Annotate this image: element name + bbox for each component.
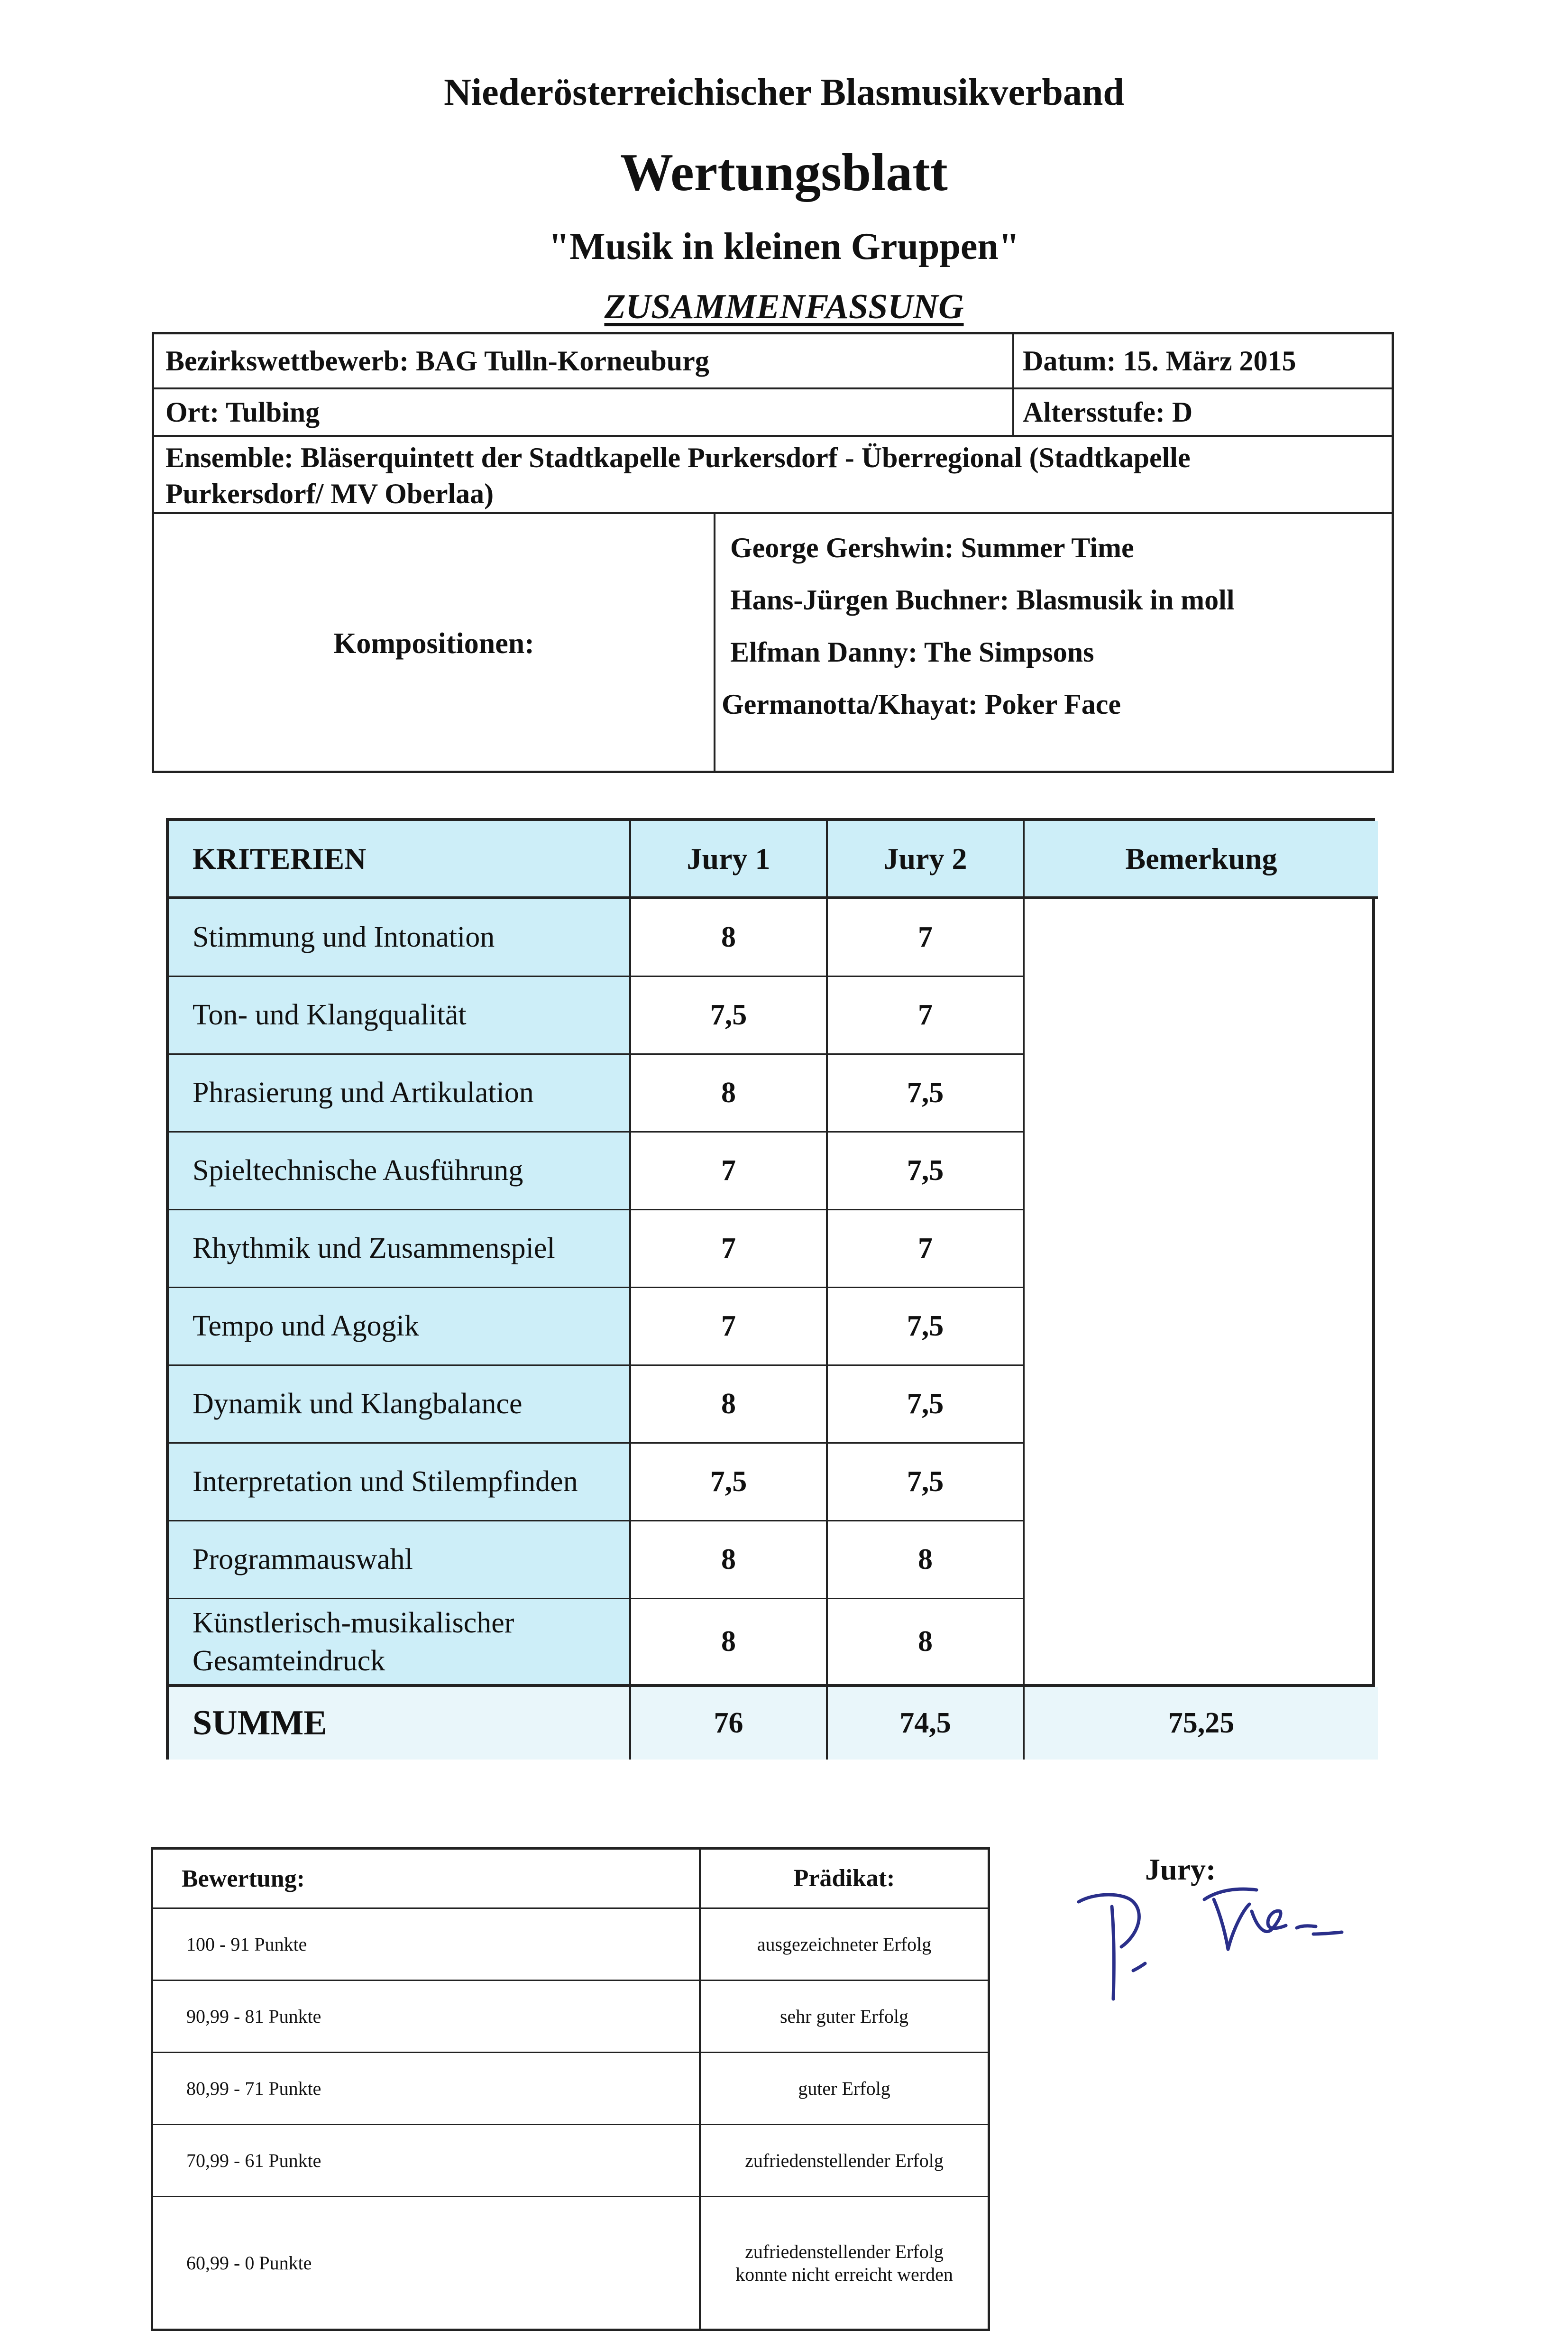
header-jury1: Jury 1 bbox=[631, 821, 828, 899]
compositions-list bbox=[722, 522, 1385, 730]
document-title: Wertungsblatt bbox=[620, 143, 948, 202]
grading-row bbox=[153, 2053, 988, 2125]
jury1-score: 7 bbox=[631, 1133, 828, 1210]
jury1-score: 8 bbox=[631, 1366, 828, 1444]
grading-rating-line: konnte nicht erreicht werden bbox=[735, 2263, 953, 2285]
criterion-cell: Interpretation und Stilempfinden bbox=[169, 1444, 631, 1521]
grading-rating-line: zufriedenstellender Erfolg bbox=[745, 2240, 944, 2262]
grading-row bbox=[153, 2197, 988, 2329]
header-remark: Bemerkung bbox=[1025, 821, 1378, 899]
criterion-cell: Programmauswahl bbox=[169, 1521, 631, 1599]
grading-header-row bbox=[153, 1850, 988, 1909]
composition-item: George Gershwin: Summer Time bbox=[730, 532, 1134, 563]
criterion-cell: Rhythmik und Zusammenspiel bbox=[169, 1210, 631, 1288]
composition-item: Germanotta/Khayat: Poker Face bbox=[722, 689, 1121, 720]
sum-row bbox=[169, 1687, 1372, 1760]
divider bbox=[154, 435, 1392, 437]
sum-jury2: 74,5 bbox=[828, 1687, 1025, 1760]
date-field: Datum: 15. März 2015 bbox=[1023, 345, 1296, 377]
grading-rating: zufriedenstellender Erfolg bbox=[745, 2149, 944, 2171]
table-row bbox=[169, 1210, 1372, 1288]
location-field: Ort: Tulbing bbox=[165, 396, 320, 428]
grading-rating: sehr guter Erfolg bbox=[779, 2005, 908, 2027]
table-row bbox=[169, 1521, 1372, 1599]
jury2-score: 7,5 bbox=[828, 1288, 1025, 1366]
table-row bbox=[169, 1055, 1372, 1133]
table-row bbox=[169, 977, 1372, 1055]
table-row bbox=[169, 1366, 1372, 1444]
table-row bbox=[169, 1288, 1372, 1366]
table-row bbox=[169, 1444, 1372, 1521]
jury2-score: 7,5 bbox=[828, 1133, 1025, 1210]
composition-item: Elfman Danny: The Simpsons bbox=[730, 636, 1094, 668]
jury1-score: 7 bbox=[631, 1288, 828, 1366]
jury1-score: 8 bbox=[631, 1521, 828, 1599]
grading-table bbox=[151, 1847, 990, 2331]
criterion-cell: Dynamik und Klangbalance bbox=[169, 1366, 631, 1444]
criterion-line: Künstlerisch-musikalischer bbox=[193, 1606, 514, 1639]
jury2-score: 7 bbox=[828, 899, 1025, 977]
grading-rating: guter Erfolg bbox=[798, 2077, 890, 2099]
summary-heading: ZUSAMMENFASSUNG bbox=[604, 287, 964, 326]
criterion-cell: Stimmung und Intonation bbox=[169, 899, 631, 977]
grading-points: 80,99 - 71 Punkte bbox=[153, 2053, 701, 2124]
jury2-score: 8 bbox=[828, 1521, 1025, 1599]
jury2-score: 7,5 bbox=[828, 1366, 1025, 1444]
jury-signature bbox=[1067, 1873, 1389, 2030]
competition-field: Bezirkswettbewerb: BAG Tulln-Korneuburg bbox=[165, 345, 709, 377]
table-row bbox=[169, 1599, 1372, 1687]
jury1-score: 7 bbox=[631, 1210, 828, 1288]
grading-header-rating: Prädikat: bbox=[793, 1864, 895, 1892]
ensemble-line: Ensemble: Bläserquintett der Stadtkapelle Purkersdorf - Überregional (Stadtkapelle bbox=[165, 442, 1191, 473]
criterion-cell bbox=[169, 1599, 631, 1687]
age-group-field: Altersstufe: D bbox=[1023, 396, 1193, 428]
grading-rating: ausgezeichneter Erfolg bbox=[757, 1933, 932, 1955]
criterion-cell: Tempo und Agogik bbox=[169, 1288, 631, 1366]
grading-points: 60,99 - 0 Punkte bbox=[153, 2197, 701, 2329]
header-criteria: KRITERIEN bbox=[169, 821, 631, 899]
grading-rating bbox=[701, 2197, 988, 2329]
sum-remark: 75,25 bbox=[1025, 1687, 1378, 1760]
grading-points: 100 - 91 Punkte bbox=[153, 1909, 701, 1980]
sum-jury1: 76 bbox=[631, 1687, 828, 1760]
jury1-score: 7,5 bbox=[631, 977, 828, 1055]
criterion-line: Gesamteindruck bbox=[193, 1644, 385, 1677]
table-row bbox=[169, 899, 1372, 977]
document-subtitle: "Musik in kleinen Gruppen" bbox=[548, 226, 1020, 267]
grading-row bbox=[153, 1981, 988, 2053]
grading-row bbox=[153, 2125, 988, 2197]
ensemble-field bbox=[165, 440, 1389, 512]
jury2-score: 8 bbox=[828, 1599, 1025, 1687]
composition-item: Hans-Jürgen Buchner: Blasmusik in moll bbox=[730, 584, 1235, 616]
jury1-score: 8 bbox=[631, 1599, 828, 1687]
info-table bbox=[152, 332, 1394, 773]
compositions-label: Kompositionen: bbox=[333, 627, 534, 660]
jury2-score: 7,5 bbox=[828, 1444, 1025, 1521]
grading-row bbox=[153, 1909, 988, 1981]
organization-title: Niederösterreichischer Blasmusikverband bbox=[444, 72, 1124, 113]
criterion-cell: Spieltechnische Ausführung bbox=[169, 1133, 631, 1210]
jury2-score: 7 bbox=[828, 1210, 1025, 1288]
criterion-cell: Phrasierung und Artikulation bbox=[169, 1055, 631, 1133]
table-header-row bbox=[169, 821, 1372, 899]
jury2-score: 7 bbox=[828, 977, 1025, 1055]
jury1-score: 8 bbox=[631, 899, 828, 977]
jury1-score: 8 bbox=[631, 1055, 828, 1133]
jury2-score: 7,5 bbox=[828, 1055, 1025, 1133]
grading-points: 90,99 - 81 Punkte bbox=[153, 1981, 701, 2052]
jury-label: Jury: bbox=[1145, 1852, 1216, 1886]
grading-header-points: Bewertung: bbox=[153, 1850, 701, 1907]
sum-label: SUMME bbox=[169, 1687, 631, 1760]
jury1-score: 7,5 bbox=[631, 1444, 828, 1521]
criteria-table bbox=[166, 818, 1375, 1760]
table-row bbox=[169, 1133, 1372, 1210]
grading-points: 70,99 - 61 Punkte bbox=[153, 2125, 701, 2196]
header-jury2: Jury 2 bbox=[828, 821, 1025, 899]
criterion-cell: Ton- und Klangqualität bbox=[169, 977, 631, 1055]
divider bbox=[714, 513, 715, 773]
ensemble-line: Purkersdorf/ MV Oberlaa) bbox=[165, 478, 494, 509]
